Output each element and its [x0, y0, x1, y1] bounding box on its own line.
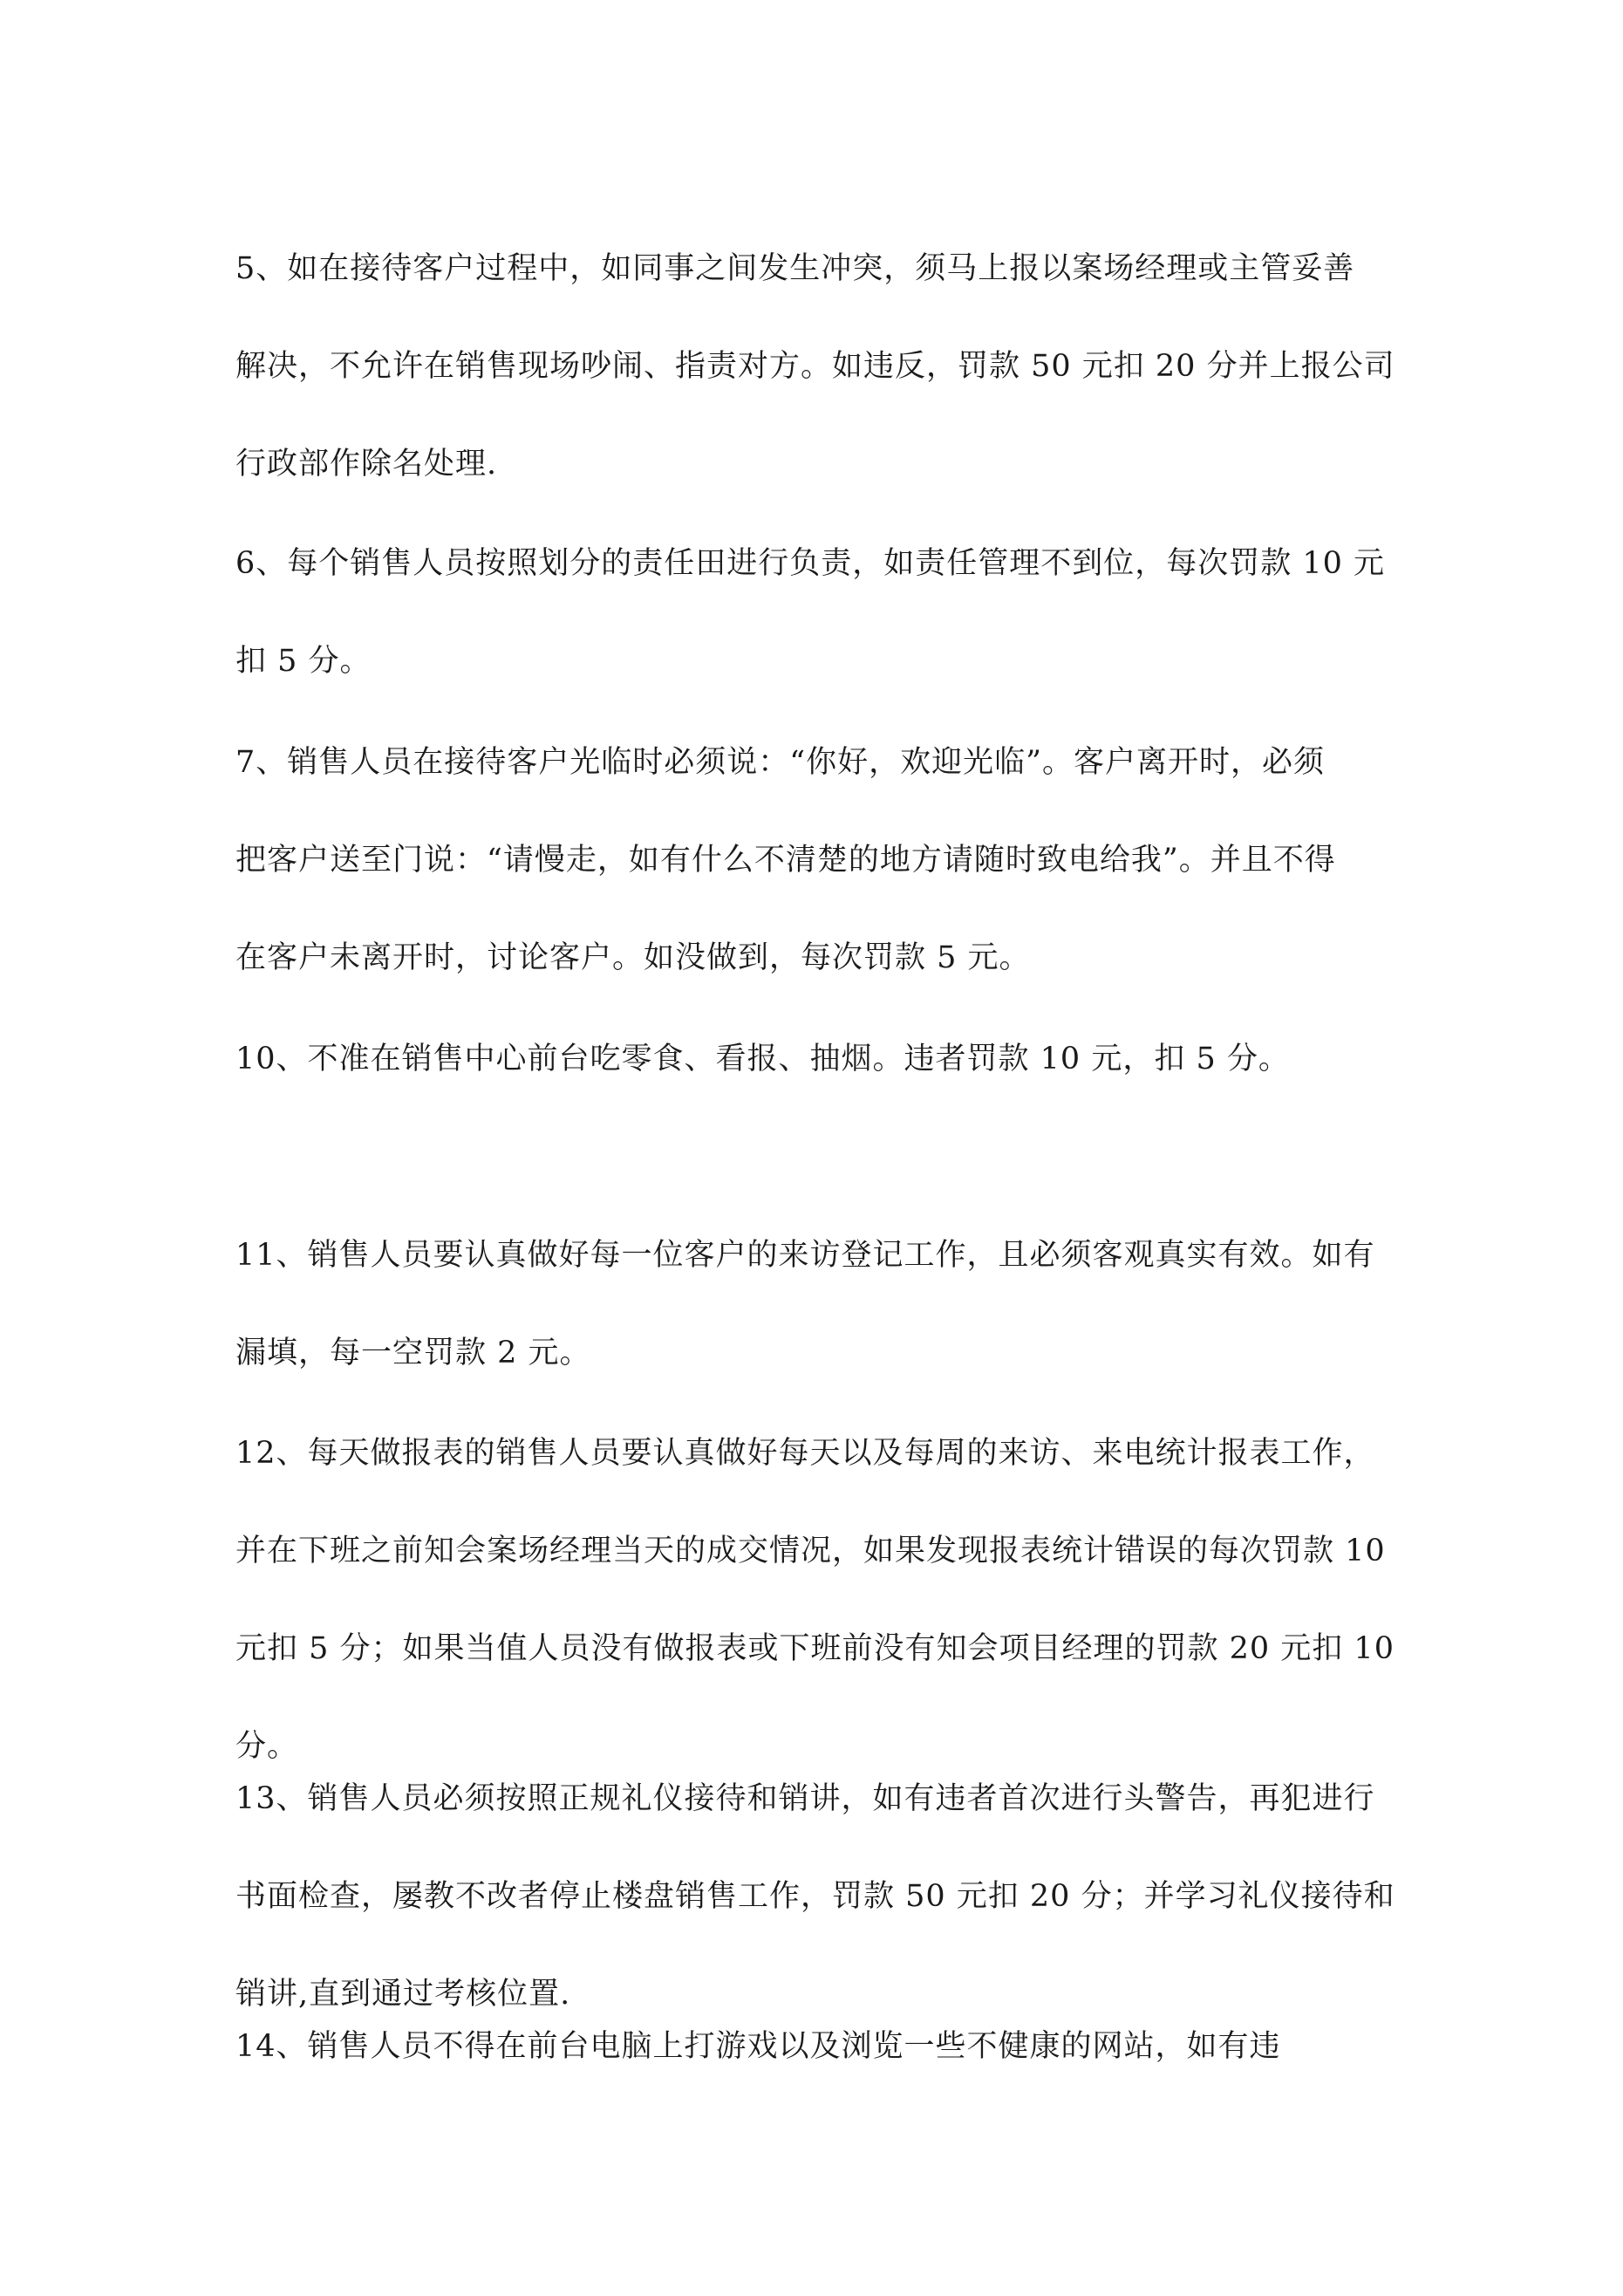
- paragraph-line: 分。: [235, 1729, 299, 1764]
- rule-paragraph-5: [235, 220, 1395, 513]
- paragraph-line: 13、销售人员必须按照正规礼仪接待和销讲，如有违者首次进行头警告，再犯进行: [235, 1781, 1375, 1816]
- paragraph-line: 在客户未离开时，讨论客户。如没做到，每次罚款 5 元。: [235, 940, 1031, 975]
- rule-paragraph-7: [235, 714, 1395, 1007]
- paragraph-line: 书面检查，屡教不改者停止楼盘销售工作，罚款 50 元扣 20 分；并学习礼仪接待和: [235, 1879, 1395, 1914]
- paragraph-line: 并在下班之前知会案场经理当天的成交情况，如果发现报表统计错误的每次罚款 10: [235, 1534, 1386, 1568]
- paragraph-line: 14、销售人员不得在前台电脑上打游戏以及浏览一些不健康的网站，如有违: [235, 2029, 1281, 2064]
- paragraph-line: 行政部作除名处理.: [235, 447, 498, 482]
- paragraph-line: 5、如在接待客户过程中，如同事之间发生冲突，须马上报以案场经理或主管妥善: [235, 251, 1355, 286]
- paragraph-line: 元扣 5 分；如果当值人员没有做报表或下班前没有知会项目经理的罚款 20 元扣 10: [235, 1631, 1395, 1666]
- paragraph-line: 6、每个销售人员按照划分的责任田进行负责，如责任管理不到位，每次罚款 10 元: [235, 546, 1386, 581]
- paragraph-line: 漏填，每一空罚款 2 元。: [235, 1336, 591, 1370]
- paragraph-line: 10、不准在销售中心前台吃零食、看报、抽烟。违者罚款 10 元，扣 5 分。: [235, 1042, 1290, 1076]
- rule-paragraph-14: [235, 1998, 1395, 2095]
- paragraph-line: 扣 5 分。: [235, 644, 372, 679]
- paragraph-line: 11、销售人员要认真做好每一位客户的来访登记工作，且必须客观真实有效。如有: [235, 1238, 1375, 1273]
- rule-paragraph-11: [235, 1206, 1395, 1402]
- rule-paragraph-10: [235, 1010, 1395, 1108]
- paragraph-line: 销讲,直到通过考核位置.: [235, 1977, 571, 2012]
- paragraph-line: 7、销售人员在接待客户光临时必须说：“你好，欢迎光临”。客户离开时，必须: [235, 745, 1326, 780]
- rule-paragraph-12: [235, 1404, 1395, 1795]
- rule-paragraph-6: [235, 515, 1395, 710]
- paragraph-line: 解决，不允许在销售现场吵闹、指责对方。如违反，罚款 50 元扣 20 分并上报公司: [235, 349, 1395, 384]
- paragraph-line: 把客户送至门说：“请慢走，如有什么不清楚的地方请随时致电给我”。并且不得: [235, 843, 1336, 878]
- paragraph-line: 12、每天做报表的销售人员要认真做好每天以及每周的来访、来电统计报表工作，: [235, 1436, 1375, 1471]
